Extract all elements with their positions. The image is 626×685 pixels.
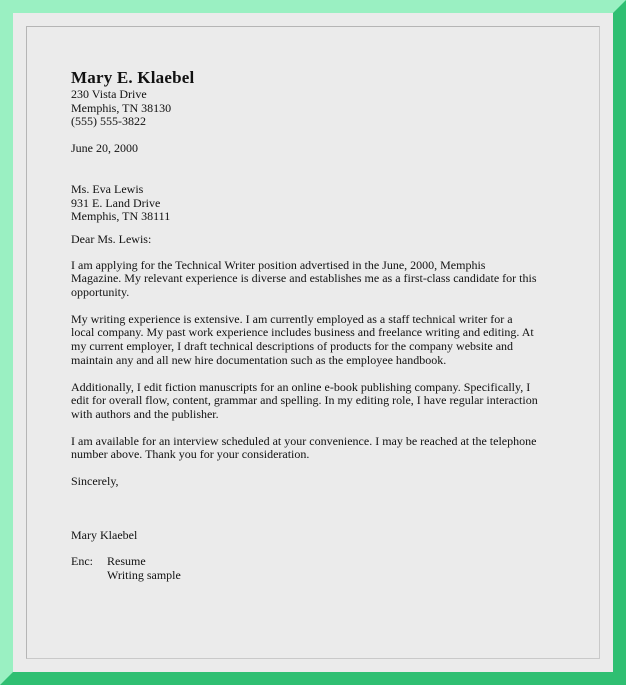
recipient-address-line1: 931 E. Land Drive [71,195,161,210]
sender-block [71,68,551,129]
paragraph-line: I am available for an interview scheduled at your convenience. I may be reached at the telephone [71,433,537,448]
recipient-address-line2: Memphis, TN 38111 [71,209,171,224]
paragraph-line: Magazine. My relevant experience is diverse and establishes me as a first-class candidate for this [71,271,537,286]
letter-date: June 20, 2000 [71,141,138,156]
body-paragraph-3 [71,381,551,422]
paragraph-line: with authors and the publisher. [71,406,219,421]
paragraph-line: my current employer, I draft technical descriptions of products for the company website and [71,339,514,354]
paragraph-line: number above. Thank you for your consideration. [71,447,310,462]
body-paragraph-4 [71,435,551,462]
sender-phone: (555) 555-3822 [71,114,146,129]
closing: Sincerely, [71,474,119,489]
body-paragraph-1 [71,259,551,300]
signature-name: Mary Klaebel [71,527,138,542]
enclosure-item: Resume [107,554,146,569]
paragraph-line: My writing experience is extensive. I am currently employed as a staff technical writer for a [71,311,513,326]
paragraph-line: Additionally, I edit fiction manuscripts for an online e-book publishing company. Specifically, I [71,379,531,394]
sender-address-line2: Memphis, TN 38130 [71,100,172,115]
paragraph-line: local company. My past work experience includes business and freelance writing and editing. At [71,325,534,340]
recipient-name: Ms. Eva Lewis [71,181,144,196]
salutation: Dear Ms. Lewis: [71,231,152,246]
paragraph-line: I am applying for the Technical Writer position advertised in the June, 2000, Memphis [71,257,486,272]
cover-letter [71,68,551,583]
paragraph-line: maintain any and all new hire documentation such as the employee handbook. [71,352,447,367]
recipient-block [71,183,551,224]
sender-address-line1: 230 Vista Drive [71,87,147,101]
enclosure-label: Enc: [71,554,93,569]
sender-name: Mary E. Klaebel [71,68,195,87]
enclosure-item: Writing sample [107,568,181,583]
enclosures [71,555,551,582]
paragraph-line: opportunity. [71,285,130,300]
body-paragraph-2 [71,313,551,368]
paragraph-line: edit for overall flow, content, grammar and spelling. In my editing role, I have regular interaction [71,393,538,408]
